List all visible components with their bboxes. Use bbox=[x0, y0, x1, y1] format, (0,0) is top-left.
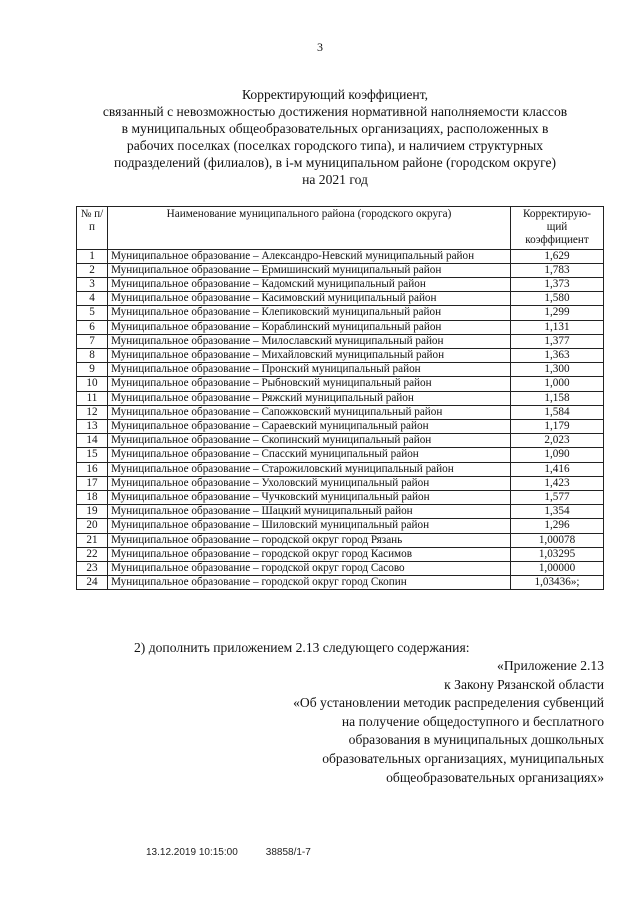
row-value: 1,577 bbox=[511, 491, 604, 505]
table-row bbox=[77, 519, 604, 533]
row-value: 1,000 bbox=[511, 377, 604, 391]
table-row bbox=[77, 533, 604, 547]
row-value: 1,580 bbox=[511, 292, 604, 306]
row-num: 9 bbox=[77, 363, 108, 377]
table-header-row bbox=[77, 207, 604, 250]
appendix-line: «Об установлении методик распределения субвенций bbox=[293, 695, 604, 711]
footer-timestamp: 13.12.2019 10:15:00 bbox=[146, 847, 238, 858]
title-line: связанный с невозможностью достижения нормативной наполняемости классов bbox=[102, 104, 568, 119]
row-value: 1,423 bbox=[511, 476, 604, 490]
row-num: 18 bbox=[77, 491, 108, 505]
row-name: Муниципальное образование – Пронский муниципальный район bbox=[108, 363, 511, 377]
row-name: Муниципальное образование – городской округ город Рязань bbox=[108, 533, 511, 547]
row-value: 1,373 bbox=[511, 278, 604, 292]
table-row bbox=[77, 377, 604, 391]
table-row bbox=[77, 576, 604, 590]
row-value: 1,179 bbox=[511, 420, 604, 434]
row-num: 13 bbox=[77, 420, 108, 434]
row-num: 10 bbox=[77, 377, 108, 391]
appendix-line: общеобразовательных организациях» bbox=[386, 769, 604, 785]
coefficient-table bbox=[76, 206, 604, 590]
row-value: 1,03436»; bbox=[511, 576, 604, 590]
appendix-line: образовательных организациях, муниципальных bbox=[322, 750, 604, 766]
row-value: 2,023 bbox=[511, 434, 604, 448]
header-value: Корректирую-щий коэффициент bbox=[511, 207, 604, 250]
table-row bbox=[77, 249, 604, 263]
row-value: 1,363 bbox=[511, 349, 604, 363]
row-num: 22 bbox=[77, 547, 108, 561]
row-value: 1,03295 bbox=[511, 547, 604, 561]
row-name: Муниципальное образование – городской округ город Скопин bbox=[108, 576, 511, 590]
header-name: Наименование муниципального района (городского округа) bbox=[108, 207, 511, 250]
table-row bbox=[77, 547, 604, 561]
table-row bbox=[77, 278, 604, 292]
table-row bbox=[77, 476, 604, 490]
row-name: Муниципальное образование – Сапожковский муниципальный район bbox=[108, 405, 511, 419]
table-row bbox=[77, 448, 604, 462]
row-value: 1,629 bbox=[511, 249, 604, 263]
row-name: Муниципальное образование – Спасский муниципальный район bbox=[108, 448, 511, 462]
row-num: 21 bbox=[77, 533, 108, 547]
row-num: 4 bbox=[77, 292, 108, 306]
title-line: Корректирующий коэффициент, bbox=[241, 87, 429, 102]
row-name: Муниципальное образование – Ухоловский муниципальный район bbox=[108, 476, 511, 490]
row-name: Муниципальное образование – Сараевский муниципальный район bbox=[108, 420, 511, 434]
table-row bbox=[77, 391, 604, 405]
table-row bbox=[77, 349, 604, 363]
row-name: Муниципальное образование – Старожиловский муниципальный район bbox=[108, 462, 511, 476]
row-value: 1,090 bbox=[511, 448, 604, 462]
footer bbox=[146, 847, 311, 858]
row-name: Муниципальное образование – Ермишинский муниципальный район bbox=[108, 263, 511, 277]
row-num: 15 bbox=[77, 448, 108, 462]
row-num: 16 bbox=[77, 462, 108, 476]
row-name: Муниципальное образование – Александро-Невский муниципальный район bbox=[108, 249, 511, 263]
row-num: 14 bbox=[77, 434, 108, 448]
page-number: 3 bbox=[317, 40, 323, 54]
row-num: 24 bbox=[77, 576, 108, 590]
row-name: Муниципальное образование – городской округ город Сасово bbox=[108, 562, 511, 576]
addition-text: 2) дополнить приложением 2.13 следующего содержания: bbox=[134, 640, 470, 655]
row-name: Муниципальное образование – Чучковский муниципальный район bbox=[108, 491, 511, 505]
row-value: 1,783 bbox=[511, 263, 604, 277]
table-row bbox=[77, 405, 604, 419]
row-name: Муниципальное образование – городской округ город Касимов bbox=[108, 547, 511, 561]
row-name: Муниципальное образование – Михайловский муниципальный район bbox=[108, 349, 511, 363]
row-num: 17 bbox=[77, 476, 108, 490]
row-num: 5 bbox=[77, 306, 108, 320]
row-name: Муниципальное образование – Клепиковский муниципальный район bbox=[108, 306, 511, 320]
row-value: 1,131 bbox=[511, 320, 604, 334]
row-num: 3 bbox=[77, 278, 108, 292]
table-row bbox=[77, 320, 604, 334]
header-num: № п/п bbox=[77, 207, 108, 250]
row-value: 1,377 bbox=[511, 334, 604, 348]
table-row bbox=[77, 420, 604, 434]
appendix-header bbox=[184, 657, 604, 787]
row-name: Муниципальное образование – Ряжский муниципальный район bbox=[108, 391, 511, 405]
table-row bbox=[77, 306, 604, 320]
row-name: Муниципальное образование – Милославский муниципальный район bbox=[108, 334, 511, 348]
row-value: 1,00078 bbox=[511, 533, 604, 547]
table-row bbox=[77, 491, 604, 505]
row-num: 20 bbox=[77, 519, 108, 533]
row-num: 23 bbox=[77, 562, 108, 576]
title-line: в муниципальных общеобразовательных организациях, расположенных в bbox=[121, 121, 549, 136]
document-title bbox=[60, 86, 610, 188]
row-num: 7 bbox=[77, 334, 108, 348]
row-num: 11 bbox=[77, 391, 108, 405]
row-name: Муниципальное образование – Кораблинский муниципальный район bbox=[108, 320, 511, 334]
row-value: 1,299 bbox=[511, 306, 604, 320]
row-name: Муниципальное образование – Кадомский муниципальный район bbox=[108, 278, 511, 292]
footer-doc-code: 38858/1-7 bbox=[265, 847, 311, 858]
row-name: Муниципальное образование – Шацкий муниципальный район bbox=[108, 505, 511, 519]
appendix-line: на получение общедоступного и бесплатного bbox=[341, 713, 604, 729]
row-name: Муниципальное образование – Шиловский муниципальный район bbox=[108, 519, 511, 533]
row-num: 2 bbox=[77, 263, 108, 277]
table-row bbox=[77, 363, 604, 377]
table-row bbox=[77, 462, 604, 476]
row-name: Муниципальное образование – Касимовский муниципальный район bbox=[108, 292, 511, 306]
table-row bbox=[77, 434, 604, 448]
table-row bbox=[77, 562, 604, 576]
row-num: 8 bbox=[77, 349, 108, 363]
appendix-line: «Приложение 2.13 bbox=[497, 658, 604, 673]
title-line: рабочих поселках (поселках городского типа), и наличием структурных bbox=[126, 138, 544, 153]
table-row bbox=[77, 334, 604, 348]
appendix-line: к Закону Рязанской области bbox=[444, 676, 604, 692]
table-row bbox=[77, 505, 604, 519]
row-num: 12 bbox=[77, 405, 108, 419]
title-line: на 2021 год bbox=[302, 172, 368, 187]
title-line: подразделений (филиалов), в i-м муниципальном районе (городском округе) bbox=[113, 155, 557, 170]
row-value: 1,296 bbox=[511, 519, 604, 533]
row-value: 1,416 bbox=[511, 462, 604, 476]
row-value: 1,584 bbox=[511, 405, 604, 419]
table-body bbox=[77, 249, 604, 590]
row-num: 1 bbox=[77, 249, 108, 263]
row-value: 1,158 bbox=[511, 391, 604, 405]
row-value: 1,354 bbox=[511, 505, 604, 519]
table-row bbox=[77, 263, 604, 277]
appendix-line: образования в муниципальных дошкольных bbox=[348, 732, 604, 748]
row-value: 1,300 bbox=[511, 363, 604, 377]
row-name: Муниципальное образование – Скопинский муниципальный район bbox=[108, 434, 511, 448]
row-name: Муниципальное образование – Рыбновский муниципальный район bbox=[108, 377, 511, 391]
table-row bbox=[77, 292, 604, 306]
row-value: 1,00000 bbox=[511, 562, 604, 576]
row-num: 19 bbox=[77, 505, 108, 519]
row-num: 6 bbox=[77, 320, 108, 334]
